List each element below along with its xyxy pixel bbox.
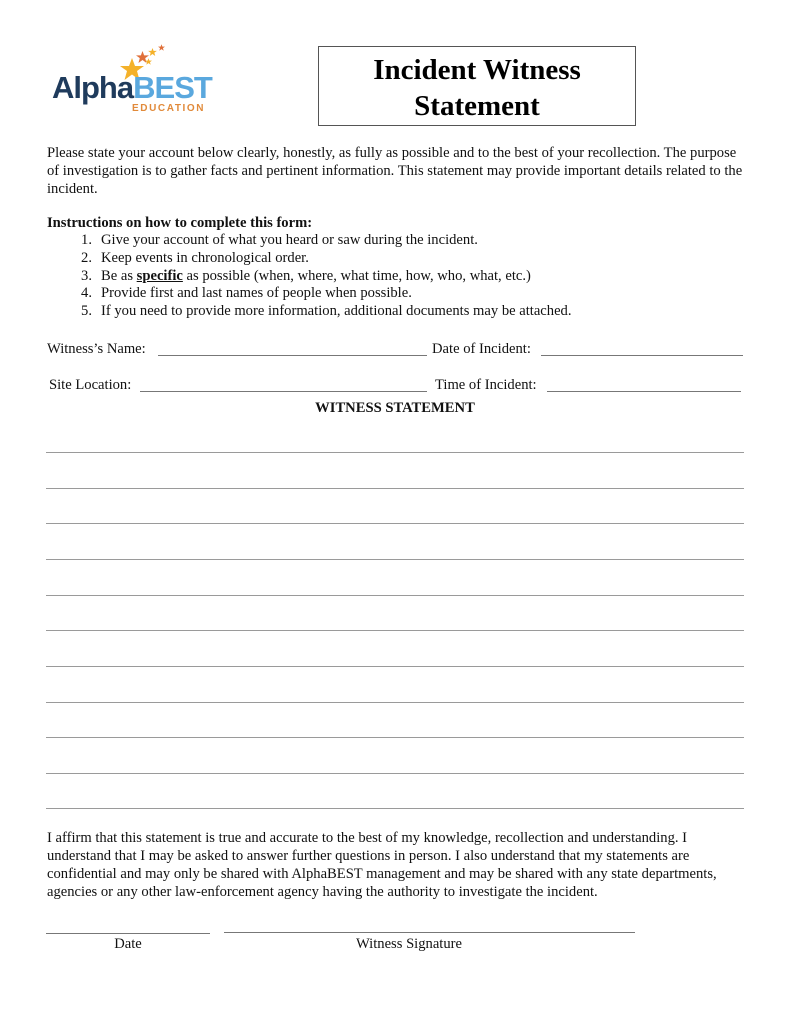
- instruction-number: 4.: [81, 285, 92, 302]
- logo-education-text: EDUCATION: [132, 103, 206, 114]
- title-line-2: Statement: [414, 90, 540, 122]
- title-line-1: Incident Witness: [373, 54, 581, 86]
- document-title: [319, 52, 635, 124]
- statement-line[interactable]: [46, 666, 744, 667]
- statement-line[interactable]: [46, 523, 744, 524]
- statement-line[interactable]: [46, 630, 744, 631]
- site-location-field[interactable]: [140, 391, 427, 392]
- instructions-heading: Instructions on how to complete this form:: [47, 215, 313, 231]
- instruction-text-before: Be as: [101, 267, 137, 284]
- logo-best-text: BEST: [133, 70, 212, 105]
- instruction-item: [47, 303, 572, 321]
- statement-line[interactable]: [46, 595, 744, 596]
- statement-line[interactable]: [46, 773, 744, 774]
- instruction-item: [47, 268, 572, 286]
- date-of-incident-field[interactable]: [541, 355, 743, 356]
- instruction-text: Keep events in chronological order.: [101, 249, 309, 266]
- witness-signature-label: Witness Signature: [355, 936, 462, 952]
- instruction-text: Provide first and last names of people when possible.: [101, 285, 412, 302]
- instruction-emphasis: specific: [136, 267, 183, 284]
- witness-name-field[interactable]: [158, 355, 427, 356]
- instruction-text: [92, 268, 531, 286]
- instruction-text: If you need to provide more information, additional documents may be attached.: [101, 303, 572, 320]
- statement-line[interactable]: [46, 559, 744, 560]
- instruction-number: 5.: [81, 303, 92, 320]
- small-star-icon: [148, 48, 157, 56]
- witness-name-label: Witness’s Name:: [47, 341, 146, 357]
- intro-paragraph: Please state your account below clearly, honestly, as fully as possible and to the best of your recollection. The purpose of investigation is to gather facts and pertinent information. This statement may provide important details related to the incident.: [47, 145, 743, 197]
- time-of-incident-field[interactable]: [547, 391, 741, 392]
- statement-line[interactable]: [46, 702, 744, 703]
- small-star-icon: [145, 58, 152, 65]
- time-of-incident-label: Time of Incident:: [435, 377, 537, 393]
- witness-signature-field[interactable]: [224, 932, 635, 933]
- statement-line[interactable]: [46, 808, 744, 809]
- statement-line[interactable]: [46, 452, 744, 453]
- statement-line[interactable]: [46, 737, 744, 738]
- instruction-text: Give your account of what you heard or saw during the incident.: [101, 232, 478, 248]
- logo-alpha-text: Alpha: [52, 70, 134, 105]
- instruction-item: [47, 250, 572, 268]
- date-signature-field[interactable]: [46, 933, 210, 934]
- date-signature-label: Date: [114, 936, 142, 952]
- document-title-box: [318, 46, 636, 126]
- instruction-text-after: as possible (when, where, what time, how, who, what, etc.): [182, 267, 531, 284]
- date-of-incident-label: Date of Incident:: [432, 341, 531, 357]
- site-location-label: Site Location:: [49, 377, 132, 393]
- instruction-number: 2.: [81, 249, 92, 266]
- logo-wordmark: [52, 72, 212, 104]
- instructions-list: [47, 232, 572, 321]
- tiny-star-icon: [158, 44, 165, 51]
- instruction-number: 3.: [81, 267, 92, 284]
- instruction-item: [47, 285, 572, 303]
- alphabest-logo: [50, 44, 220, 119]
- witness-statement-heading: WITNESS STATEMENT: [315, 400, 475, 416]
- instruction-number: 1.: [81, 232, 92, 248]
- instruction-item: [47, 232, 572, 250]
- affirmation-paragraph: I affirm that this statement is true and accurate to the best of my knowledge, recollection and understanding. I understand that I may be asked to answer further questions in person. I also understand that my statements are confidential and may only be shared with AlphaBEST management and may be shared with any state departments, agencies or any other law-enforcement agency having the authority to investigate the incident.: [47, 830, 717, 900]
- statement-line[interactable]: [46, 488, 744, 489]
